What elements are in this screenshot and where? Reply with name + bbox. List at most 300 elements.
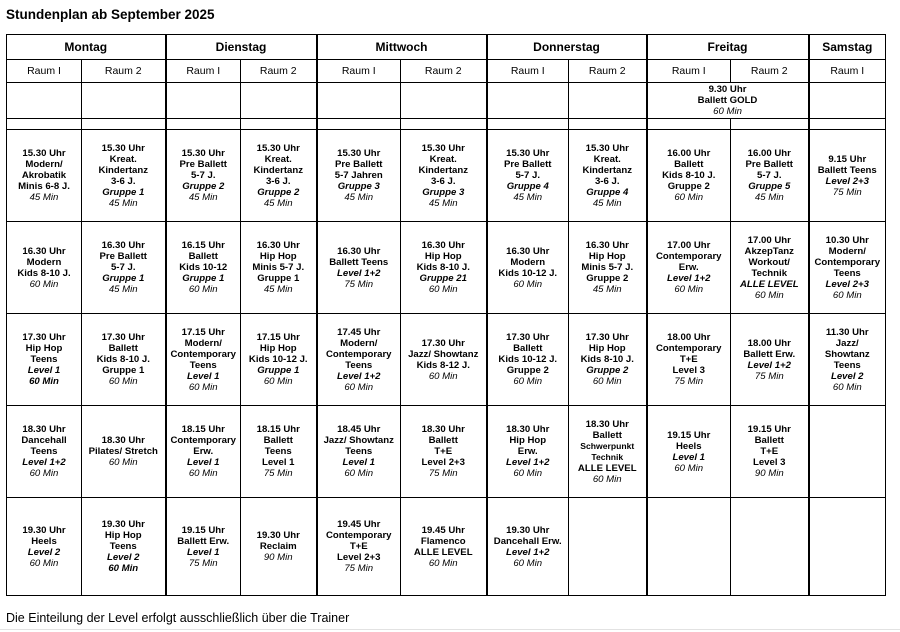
class-detail: Contemporary bbox=[170, 435, 237, 446]
class-detail: Ballett bbox=[188, 251, 218, 262]
class-detail: Kreat. bbox=[593, 153, 621, 165]
class-detail: 3-6 J. bbox=[594, 175, 620, 187]
class-cell bbox=[731, 406, 809, 498]
class-cell bbox=[569, 406, 647, 498]
class-detail: Ballett Erw. bbox=[177, 535, 230, 547]
class-detail: Teens bbox=[833, 267, 861, 279]
class-detail: Kreat. bbox=[109, 153, 137, 165]
class-time: 15.30 Uhr bbox=[337, 148, 381, 159]
class-duration: 45 Min bbox=[29, 192, 59, 203]
class-cell bbox=[82, 314, 166, 406]
class-detail: Teens bbox=[264, 446, 292, 457]
class-detail: Pre Ballett bbox=[745, 159, 793, 170]
class-detail: Jazz/ Showtanz bbox=[323, 435, 394, 446]
class-cell bbox=[7, 498, 82, 596]
empty-cell bbox=[241, 83, 317, 119]
class-cell bbox=[241, 314, 317, 406]
empty-cell bbox=[731, 498, 809, 596]
class-cell bbox=[82, 130, 166, 222]
class-detail: Kids 8-10 J. bbox=[662, 170, 716, 181]
class-duration: 60 Min bbox=[428, 557, 458, 569]
class-detail: T+E bbox=[349, 541, 368, 552]
class-detail: Technik bbox=[751, 267, 788, 279]
class-cell bbox=[166, 130, 241, 222]
class-time: 17.15 Uhr bbox=[181, 326, 225, 338]
class-detail: Modern/ bbox=[828, 245, 866, 257]
class-detail: Hip Hop bbox=[588, 343, 626, 354]
class-time: 16.30 Uhr bbox=[256, 240, 300, 251]
class-cell bbox=[731, 130, 809, 222]
class-time: 10.30 Uhr bbox=[825, 234, 869, 246]
class-time: 15.30 Uhr bbox=[585, 142, 629, 154]
class-detail: Teens bbox=[30, 446, 58, 457]
spacer-cell bbox=[82, 119, 166, 130]
class-detail: Level 2+3 bbox=[337, 552, 381, 563]
class-detail: ALLE LEVEL bbox=[577, 462, 637, 474]
class-time: 18.30 Uhr bbox=[22, 424, 66, 435]
class-cell bbox=[7, 130, 82, 222]
class-detail: Workout/ bbox=[748, 256, 790, 268]
class-duration: 60 Min bbox=[29, 468, 59, 479]
class-detail: Akrobatik bbox=[21, 170, 67, 181]
class-duration: 90 Min bbox=[263, 552, 293, 563]
class-time: 17.30 Uhr bbox=[421, 337, 465, 349]
empty-cell bbox=[809, 83, 886, 119]
class-cell bbox=[647, 130, 731, 222]
class-detail: Gruppe 1 bbox=[102, 186, 145, 198]
class-detail: Pre Ballett bbox=[335, 159, 383, 170]
class-detail: Contemporary bbox=[655, 251, 722, 262]
class-time: 16.30 Uhr bbox=[101, 240, 145, 251]
day-header-row bbox=[7, 35, 886, 60]
day-header: Dienstag bbox=[166, 35, 317, 60]
class-detail: Ballett Teens bbox=[817, 164, 877, 176]
class-duration: 60 Min bbox=[428, 370, 458, 382]
page-title: Stundenplan ab September 2025 bbox=[6, 7, 215, 22]
class-time: 17.00 Uhr bbox=[747, 234, 791, 246]
class-detail: Pre Ballett bbox=[504, 159, 552, 170]
class-duration: 60 Min bbox=[513, 278, 543, 290]
class-detail: Kindertanz bbox=[418, 164, 469, 176]
class-detail: Level 1 bbox=[342, 457, 376, 468]
class-duration: 45 Min bbox=[263, 197, 293, 209]
class-detail: AkzepTanz bbox=[744, 245, 794, 257]
class-cell bbox=[166, 406, 241, 498]
class-time: 15.30 Uhr bbox=[256, 142, 300, 154]
class-name: Ballett GOLD bbox=[697, 95, 758, 106]
room-header: Raum I bbox=[317, 60, 401, 83]
class-time: 19.30 Uhr bbox=[22, 524, 66, 536]
class-cell bbox=[809, 222, 886, 314]
class-duration: 75 Min bbox=[344, 278, 374, 290]
class-detail: 60 Min bbox=[108, 563, 139, 574]
class-cell bbox=[241, 498, 317, 596]
day-header: Mittwoch bbox=[317, 35, 487, 60]
class-time: 19.30 Uhr bbox=[256, 530, 300, 541]
class-cell bbox=[317, 130, 401, 222]
class-cell bbox=[487, 498, 569, 596]
room-header: Raum 2 bbox=[569, 60, 647, 83]
class-detail: Gruppe 1 bbox=[102, 273, 145, 284]
class-cell bbox=[401, 222, 487, 314]
class-cell bbox=[647, 222, 731, 314]
room-header: Raum 2 bbox=[82, 60, 166, 83]
class-duration: 60 Min bbox=[188, 284, 218, 295]
empty-cell bbox=[166, 83, 241, 119]
class-detail: Teens bbox=[345, 446, 373, 457]
class-detail: 5-7 J. bbox=[756, 170, 782, 181]
class-time: 19.15 Uhr bbox=[747, 424, 791, 435]
class-detail: Level 1+2 bbox=[506, 457, 550, 468]
class-duration: 45 Min bbox=[428, 197, 458, 209]
class-time: 19.30 Uhr bbox=[101, 519, 145, 530]
class-detail: Level 1 bbox=[27, 365, 61, 376]
class-detail: Heels bbox=[675, 440, 702, 452]
class-cell bbox=[241, 130, 317, 222]
class-duration: 75 Min bbox=[674, 376, 704, 387]
class-cell bbox=[241, 222, 317, 314]
class-detail: Contemporary bbox=[325, 530, 392, 541]
class-duration: 60 Min bbox=[754, 289, 784, 301]
class-detail: Gruppe 2 bbox=[257, 186, 300, 198]
class-time: 18.30 Uhr bbox=[506, 424, 550, 435]
time-slot-row bbox=[7, 498, 886, 596]
class-time: 18.15 Uhr bbox=[181, 424, 225, 435]
class-detail: Gruppe 21 bbox=[419, 273, 467, 284]
class-detail: Ballett bbox=[754, 435, 784, 446]
class-time: 16.15 Uhr bbox=[181, 240, 225, 251]
class-time: 15.30 Uhr bbox=[181, 148, 225, 159]
class-detail: Kindertanz bbox=[98, 164, 149, 176]
class-detail: Contemporary bbox=[655, 343, 722, 354]
class-detail: Jazz/ Showtanz bbox=[408, 348, 479, 360]
spacer-cell bbox=[731, 119, 809, 130]
class-detail: Gruppe 2 bbox=[586, 273, 629, 284]
class-detail: Pre Ballett bbox=[99, 251, 147, 262]
class-detail: Ballett bbox=[513, 343, 543, 354]
class-cell bbox=[647, 314, 731, 406]
class-cell bbox=[317, 498, 401, 596]
class-duration: 60 Min bbox=[513, 557, 543, 569]
spacer-cell bbox=[569, 119, 647, 130]
class-detail: 5-7 J. bbox=[515, 170, 541, 181]
class-cell bbox=[569, 130, 647, 222]
class-detail: Reclaim bbox=[259, 541, 297, 552]
class-cell bbox=[487, 130, 569, 222]
class-duration: 45 Min bbox=[263, 284, 293, 295]
class-detail: Modern bbox=[26, 256, 62, 268]
class-duration: 45 Min bbox=[592, 197, 622, 209]
day-header: Freitag bbox=[647, 35, 809, 60]
class-detail: Contemporary bbox=[170, 348, 237, 360]
class-detail: Teens bbox=[109, 541, 137, 552]
class-detail: Kids 8-10 J. bbox=[17, 267, 71, 279]
empty-cell bbox=[809, 406, 886, 498]
class-duration: 60 Min bbox=[108, 376, 138, 387]
class-duration: 60 Min bbox=[674, 192, 704, 203]
class-detail: Teens bbox=[30, 354, 58, 365]
class-detail: Kids 10-12 J. bbox=[498, 354, 558, 365]
day-header: Montag bbox=[7, 35, 166, 60]
class-duration: 45 Min bbox=[108, 284, 138, 295]
divider bbox=[0, 629, 900, 630]
class-detail: ALLE LEVEL bbox=[413, 546, 473, 558]
spacer-cell bbox=[647, 119, 731, 130]
class-duration: 75 Min bbox=[263, 468, 293, 479]
class-detail: T+E bbox=[434, 446, 453, 457]
class-detail: Level 2 bbox=[830, 370, 864, 382]
class-detail: Minis 5-7 J. bbox=[252, 262, 305, 273]
class-detail: Erw. bbox=[678, 262, 699, 273]
class-detail: 3-6 J. bbox=[430, 175, 456, 187]
class-cell bbox=[401, 130, 487, 222]
class-duration: 60 Min bbox=[428, 284, 458, 295]
spacer-cell bbox=[317, 119, 401, 130]
class-time: 17.30 Uhr bbox=[506, 332, 550, 343]
class-time: 18.30 Uhr bbox=[101, 435, 145, 446]
room-header: Raum I bbox=[809, 60, 886, 83]
class-detail: Flamenco bbox=[420, 535, 466, 547]
class-duration: 75 Min bbox=[344, 563, 374, 574]
room-header: Raum I bbox=[487, 60, 569, 83]
spacer-cell bbox=[241, 119, 317, 130]
class-detail: Hip Hop bbox=[259, 251, 297, 262]
class-detail: Gruppe 1 bbox=[257, 273, 300, 284]
class-detail: Kids 10-12 bbox=[179, 262, 228, 273]
class-detail: Hip Hop bbox=[104, 530, 142, 541]
class-detail: Level 1+2 bbox=[747, 359, 791, 371]
class-detail: Modern/ bbox=[340, 337, 378, 349]
class-detail: Level 3 bbox=[672, 365, 706, 376]
class-time: 19.45 Uhr bbox=[337, 519, 381, 530]
class-cell bbox=[82, 498, 166, 596]
class-time: 16.30 Uhr bbox=[506, 245, 550, 257]
class-detail: Level 2 bbox=[106, 552, 140, 563]
class-time: 18.30 Uhr bbox=[421, 424, 465, 435]
class-detail: Showtanz bbox=[824, 348, 870, 360]
class-cell bbox=[317, 406, 401, 498]
empty-cell bbox=[647, 498, 731, 596]
class-detail: Technik bbox=[591, 451, 624, 462]
class-time: 16.00 Uhr bbox=[747, 148, 791, 159]
empty-cell bbox=[569, 83, 647, 119]
class-detail: Level 1+2 bbox=[667, 273, 711, 284]
class-detail: 60 Min bbox=[29, 376, 59, 387]
class-duration: 60 Min bbox=[263, 376, 293, 387]
empty-cell bbox=[401, 83, 487, 119]
class-detail: Pilates/ Stretch bbox=[88, 446, 158, 457]
class-detail: Hip Hop bbox=[424, 251, 462, 262]
class-cell bbox=[487, 406, 569, 498]
empty-cell bbox=[487, 83, 569, 119]
class-duration: 75 Min bbox=[188, 557, 218, 569]
class-detail: Hip Hop bbox=[259, 343, 297, 354]
room-header: Raum 2 bbox=[731, 60, 809, 83]
footer-note: Die Einteilung der Level erfolgt ausschließlich über die Trainer bbox=[6, 611, 350, 625]
class-detail: Level 3 bbox=[752, 457, 786, 468]
class-cell bbox=[166, 498, 241, 596]
spacer-cell bbox=[401, 119, 487, 130]
class-cell bbox=[487, 314, 569, 406]
class-detail: Gruppe 1 bbox=[182, 273, 225, 284]
class-detail: 5-7 J. bbox=[190, 170, 216, 181]
class-time: 16.30 Uhr bbox=[22, 245, 66, 257]
class-detail: Heels bbox=[31, 535, 57, 547]
special-row bbox=[7, 83, 886, 119]
class-time: 16.00 Uhr bbox=[667, 148, 711, 159]
class-duration: 45 Min bbox=[513, 192, 543, 203]
class-detail: Gruppe 1 bbox=[102, 365, 145, 376]
room-header-row bbox=[7, 60, 886, 83]
class-time: 9.30 Uhr bbox=[708, 84, 747, 95]
class-detail: Hip Hop bbox=[25, 343, 63, 354]
class-duration: 45 Min bbox=[188, 192, 218, 203]
empty-cell bbox=[809, 498, 886, 596]
class-time: 17.00 Uhr bbox=[667, 240, 711, 251]
class-detail: Teens bbox=[345, 359, 373, 371]
class-duration: 60 Min bbox=[188, 381, 218, 393]
time-slot-row bbox=[7, 406, 886, 498]
class-detail: Kids 10-12 J. bbox=[248, 354, 308, 365]
class-detail: Level 1 bbox=[261, 457, 295, 468]
room-header: Raum I bbox=[7, 60, 82, 83]
class-detail: Gruppe 3 bbox=[422, 186, 465, 198]
empty-cell bbox=[7, 83, 82, 119]
schedule-table bbox=[6, 34, 886, 596]
special-class-cell bbox=[647, 83, 809, 119]
class-detail: Erw. bbox=[193, 446, 214, 457]
class-detail: 5-7 Jahren bbox=[334, 170, 383, 181]
class-cell bbox=[401, 498, 487, 596]
class-detail: Teens bbox=[189, 359, 217, 371]
class-detail: Minis 6-8 J. bbox=[18, 181, 70, 192]
class-detail: Level 1 bbox=[186, 546, 220, 558]
class-time: 17.30 Uhr bbox=[22, 332, 66, 343]
class-cell bbox=[809, 130, 886, 222]
class-duration: 60 Min bbox=[344, 381, 374, 393]
class-detail: 5-7 J. bbox=[110, 262, 136, 273]
class-detail: Ballett bbox=[263, 435, 293, 446]
room-header: Raum I bbox=[647, 60, 731, 83]
class-cell bbox=[166, 222, 241, 314]
class-duration: 60 Min bbox=[29, 278, 59, 290]
room-header: Raum 2 bbox=[401, 60, 487, 83]
class-cell bbox=[317, 314, 401, 406]
class-time: 18.45 Uhr bbox=[337, 424, 381, 435]
room-header: Raum I bbox=[166, 60, 241, 83]
class-duration: 60 Min bbox=[713, 106, 742, 117]
class-cell bbox=[166, 314, 241, 406]
class-detail: Modern/ bbox=[25, 159, 63, 170]
class-duration: 60 Min bbox=[344, 468, 374, 479]
class-time: 18.00 Uhr bbox=[747, 337, 791, 349]
class-detail: Schwerpunkt bbox=[580, 440, 635, 451]
class-detail: 3-6 J. bbox=[265, 175, 291, 187]
class-detail: Contemporary bbox=[325, 348, 392, 360]
class-time: 16.30 Uhr bbox=[337, 245, 381, 257]
spacer-cell bbox=[809, 119, 886, 130]
class-cell bbox=[317, 222, 401, 314]
spacer-cell bbox=[7, 119, 82, 130]
class-detail: Kindertanz bbox=[582, 164, 633, 176]
class-detail: Kids 10-12 J. bbox=[498, 267, 558, 279]
class-detail: Teens bbox=[833, 359, 861, 371]
class-detail: Gruppe 2 bbox=[506, 365, 549, 376]
class-duration: 45 Min bbox=[592, 284, 622, 295]
class-cell bbox=[487, 222, 569, 314]
class-time: 17.45 Uhr bbox=[337, 326, 381, 338]
class-time: 18.30 Uhr bbox=[585, 418, 629, 430]
class-duration: 60 Min bbox=[832, 381, 862, 393]
class-time: 19.15 Uhr bbox=[667, 429, 711, 441]
class-duration: 60 Min bbox=[29, 557, 59, 569]
class-duration: 60 Min bbox=[674, 284, 704, 295]
class-cell bbox=[401, 314, 487, 406]
time-slot-row bbox=[7, 314, 886, 406]
class-detail: Level 2 bbox=[27, 546, 61, 558]
class-cell bbox=[647, 406, 731, 498]
class-detail: Ballett bbox=[428, 435, 458, 446]
spacer-row bbox=[7, 119, 886, 130]
class-detail: Gruppe 5 bbox=[748, 181, 791, 192]
class-detail: Level 2+3 bbox=[825, 278, 869, 290]
class-detail: Kreat. bbox=[264, 153, 292, 165]
class-detail: Ballett Erw. bbox=[743, 348, 796, 360]
class-detail: Dancehall Erw. bbox=[493, 535, 562, 547]
class-detail: Dancehall bbox=[21, 435, 67, 446]
class-time: 15.30 Uhr bbox=[506, 148, 550, 159]
class-detail: Gruppe 4 bbox=[586, 186, 629, 198]
class-detail: Kids 8-10 J. bbox=[96, 354, 150, 365]
class-detail: Kreat. bbox=[429, 153, 457, 165]
class-detail: Ballett bbox=[592, 429, 622, 441]
class-cell bbox=[82, 222, 166, 314]
class-cell bbox=[569, 314, 647, 406]
class-detail: T+E bbox=[760, 446, 779, 457]
class-time: 15.30 Uhr bbox=[101, 142, 145, 154]
class-duration: 60 Min bbox=[513, 376, 543, 387]
empty-cell bbox=[82, 83, 166, 119]
class-duration: 90 Min bbox=[754, 468, 784, 479]
class-duration: 75 Min bbox=[832, 186, 862, 198]
class-time: 17.30 Uhr bbox=[101, 332, 145, 343]
class-detail: Ballett bbox=[674, 159, 704, 170]
class-time: 17.30 Uhr bbox=[585, 332, 629, 343]
class-duration: 45 Min bbox=[108, 197, 138, 209]
class-time: 19.45 Uhr bbox=[421, 524, 465, 536]
class-detail: Gruppe 2 bbox=[667, 181, 710, 192]
room-header: Raum 2 bbox=[241, 60, 317, 83]
class-detail: Modern bbox=[510, 256, 546, 268]
class-time: 17.15 Uhr bbox=[256, 332, 300, 343]
class-detail: Ballett Teens bbox=[329, 256, 389, 268]
class-cell bbox=[7, 406, 82, 498]
spacer-cell bbox=[166, 119, 241, 130]
class-duration: 45 Min bbox=[344, 192, 374, 203]
class-time: 19.15 Uhr bbox=[181, 524, 225, 536]
spacer-cell bbox=[487, 119, 569, 130]
class-detail: Erw. bbox=[517, 446, 538, 457]
class-duration: 60 Min bbox=[832, 289, 862, 301]
class-detail: Kindertanz bbox=[253, 164, 304, 176]
class-detail: Gruppe 2 bbox=[586, 365, 629, 376]
class-detail: Gruppe 4 bbox=[506, 181, 549, 192]
time-slot-row bbox=[7, 130, 886, 222]
class-duration: 60 Min bbox=[674, 462, 704, 474]
day-header: Samstag bbox=[809, 35, 886, 60]
class-duration: 60 Min bbox=[592, 376, 622, 387]
class-detail: Minis 5-7 J. bbox=[581, 262, 634, 273]
